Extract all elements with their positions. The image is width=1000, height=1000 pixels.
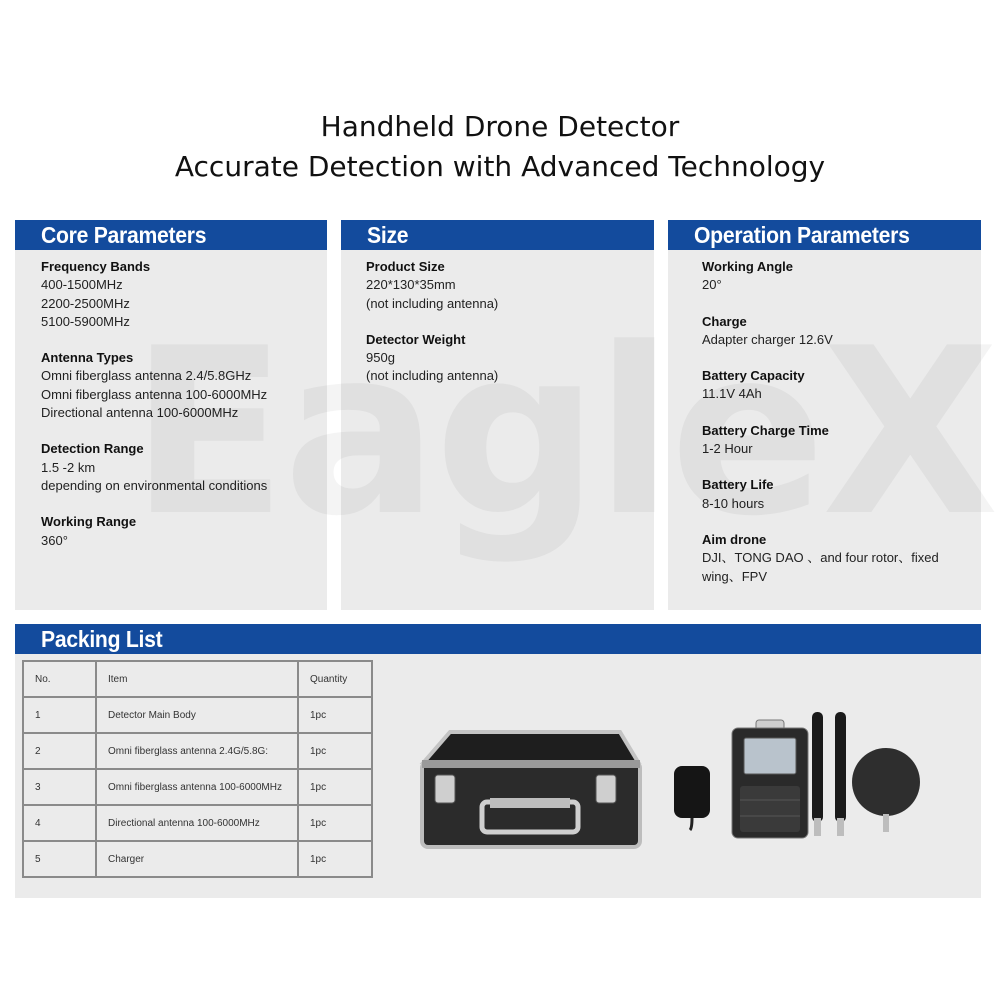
omni-antennas	[812, 712, 846, 836]
operation-parameters-panel	[668, 220, 981, 610]
parameter-group	[702, 476, 971, 513]
parameter-value: wing、FPV	[702, 568, 768, 584]
packing-list-header: Packing List	[15, 624, 981, 654]
parameter-group	[702, 422, 971, 459]
parameter-group	[702, 367, 971, 404]
table-row	[23, 697, 372, 733]
packing-table-header-row	[23, 661, 372, 697]
parameter-group	[702, 531, 971, 586]
core-parameters-list	[41, 258, 317, 568]
charger	[674, 766, 710, 830]
row-quantity: 1pc	[298, 841, 372, 877]
parameter-label: Working Angle	[702, 259, 793, 274]
table-row	[23, 733, 372, 769]
row-item: Omni fiberglass antenna 100-6000MHz	[96, 769, 298, 805]
parameter-value: Omni fiberglass antenna 100-6000MHz	[41, 386, 268, 402]
parameter-value: Omni fiberglass antenna 2.4/5.8GHz	[41, 368, 252, 384]
row-no: 3	[23, 769, 96, 805]
parameter-value: 8-10 hours	[702, 495, 765, 511]
parameter-label: Charge	[702, 313, 747, 329]
table-row	[23, 841, 372, 877]
operation-parameters-header: Operation Parameters	[668, 220, 981, 250]
parameter-value: 1-2 Hour	[702, 441, 753, 457]
parameter-value: 20°	[702, 277, 722, 293]
column-header-item: Item	[96, 661, 298, 697]
parameter-group	[702, 258, 971, 295]
row-item: Directional antenna 100-6000MHz	[96, 805, 298, 841]
parameter-label: Antenna Types	[41, 350, 134, 366]
parameter-label: Battery Life	[702, 477, 774, 493]
parameter-label: Working Range	[41, 514, 137, 530]
parameter-group	[41, 349, 317, 422]
table-row	[23, 769, 372, 805]
package-contents-illustration	[410, 700, 970, 860]
parameter-group	[41, 258, 317, 331]
parameter-value: Adapter charger 12.6V	[702, 331, 833, 347]
row-item: Charger	[96, 841, 298, 877]
detector-main-body	[732, 720, 808, 838]
parameter-group	[702, 313, 971, 350]
row-quantity: 1pc	[298, 769, 372, 805]
row-quantity: 1pc	[298, 697, 372, 733]
row-quantity: 1pc	[298, 805, 372, 841]
size-list	[366, 258, 644, 404]
parameter-group	[366, 331, 644, 386]
table-row	[23, 805, 372, 841]
parameter-group	[41, 513, 317, 550]
parameter-value: (not including antenna)	[366, 295, 499, 311]
parameter-group	[41, 440, 317, 495]
row-no: 4	[23, 805, 96, 841]
parameter-label: Detector Weight	[366, 331, 466, 347]
row-no: 1	[23, 697, 96, 733]
parameter-label: Detection Range	[41, 441, 144, 457]
row-no: 2	[23, 733, 96, 769]
column-header-no: No.	[23, 661, 96, 697]
page-title: Handheld Drone Detector	[320, 110, 680, 143]
parameter-group	[366, 258, 644, 313]
page-subtitle: Accurate Detection with Advanced Technology	[174, 150, 826, 183]
directional-antenna	[852, 748, 920, 832]
row-quantity: 1pc	[298, 733, 372, 769]
column-header-quantity: Quantity	[298, 661, 372, 697]
row-item: Omni fiberglass antenna 2.4G/5.8G:	[96, 733, 298, 769]
parameter-value: depending on environmental conditions	[41, 477, 268, 493]
core-parameters-header: Core Parameters	[15, 220, 327, 250]
operation-parameters-list	[702, 258, 971, 604]
parameter-label: Frequency Bands	[41, 259, 151, 274]
parameter-value: DJI、TONG DAO 、and four rotor、fixed	[702, 550, 939, 566]
parameter-value: 400-1500MHz	[41, 277, 123, 293]
parameter-label: Battery Charge Time	[702, 422, 829, 438]
row-item: Detector Main Body	[96, 697, 298, 733]
row-no: 5	[23, 841, 96, 877]
parameter-label: Product Size	[366, 259, 445, 274]
packing-table	[22, 660, 373, 878]
parameter-label: Aim drone	[702, 531, 767, 547]
core-parameters-panel	[15, 220, 327, 610]
carrying-case	[422, 732, 640, 847]
size-header: Size	[341, 220, 654, 250]
parameter-value: 360°	[41, 532, 68, 548]
parameter-value: 1.5 -2 km	[41, 459, 96, 475]
parameter-value: 950g	[366, 350, 395, 366]
parameter-value: (not including antenna)	[366, 368, 499, 384]
parameter-value: Directional antenna 100-6000MHz	[41, 405, 239, 421]
parameter-value: 11.1V 4Ah	[702, 386, 762, 402]
parameter-label: Battery Capacity	[702, 368, 805, 384]
parameter-value: 5100-5900MHz	[41, 313, 130, 329]
parameter-value: 2200-2500MHz	[41, 295, 130, 311]
parameter-value: 220*130*35mm	[366, 277, 456, 293]
size-panel	[341, 220, 654, 610]
